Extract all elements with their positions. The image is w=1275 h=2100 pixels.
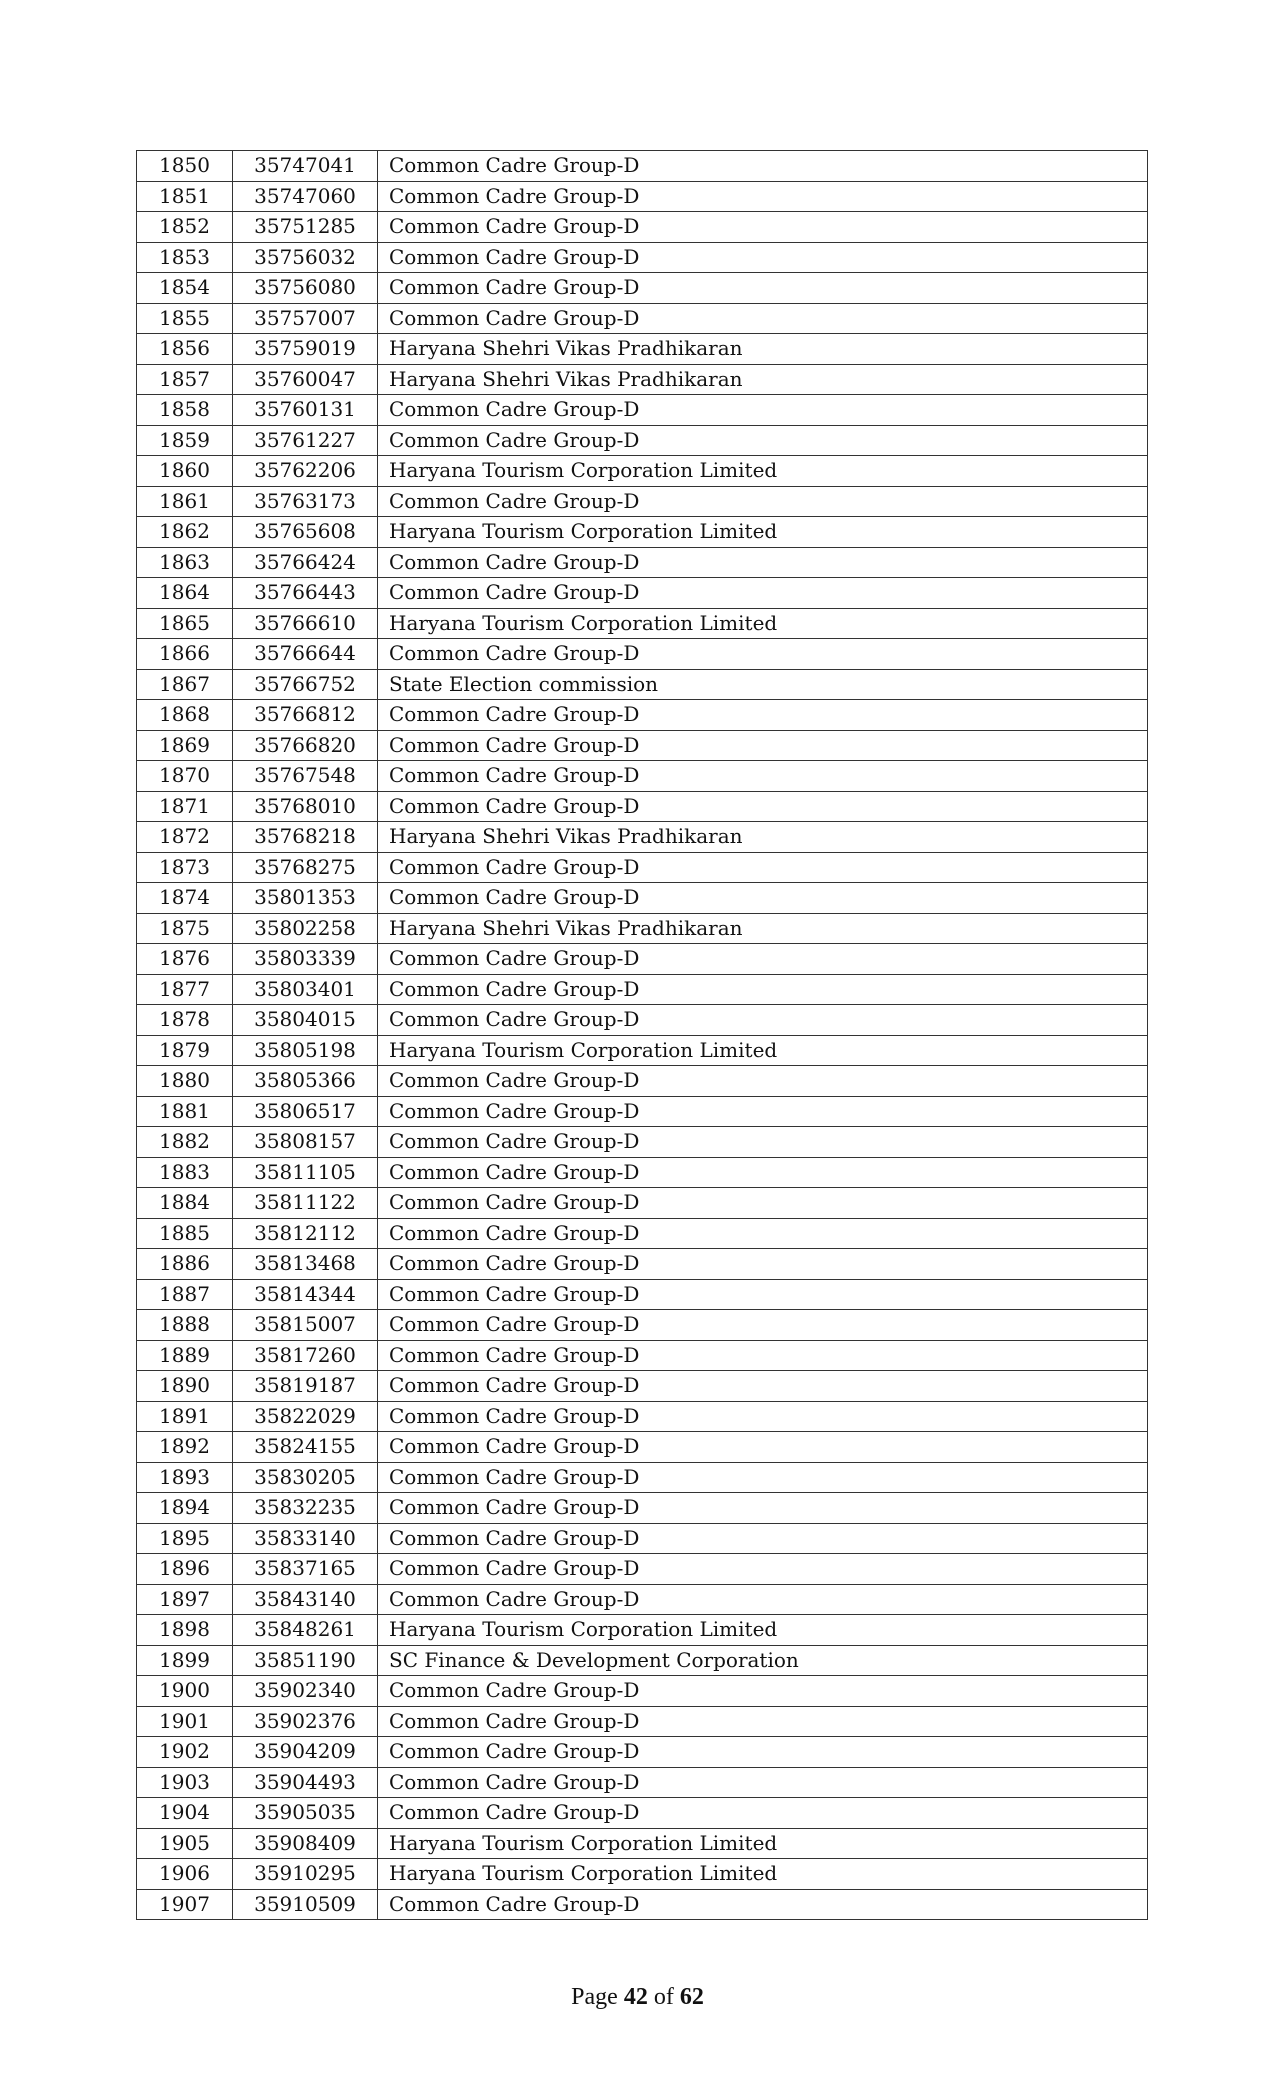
serial-number-cell: 1903 [137,1767,233,1798]
department-cell: Common Cadre Group-D [378,730,1148,761]
roll-number-cell: 35910295 [233,1859,378,1890]
roll-number-cell: 35805366 [233,1066,378,1097]
table-row [137,700,1148,731]
roll-number-cell: 35817260 [233,1340,378,1371]
department-cell: Common Cadre Group-D [378,791,1148,822]
roll-number-cell: 35808157 [233,1127,378,1158]
serial-number-cell: 1863 [137,547,233,578]
roll-number-cell: 35801353 [233,883,378,914]
department-cell: Haryana Tourism Corporation Limited [378,1828,1148,1859]
department-cell: SC Finance & Development Corporation [378,1645,1148,1676]
serial-number-cell: 1886 [137,1249,233,1280]
serial-number-cell: 1890 [137,1371,233,1402]
roll-number-cell: 35766443 [233,578,378,609]
department-cell: Common Cadre Group-D [378,303,1148,334]
serial-number-cell: 1876 [137,944,233,975]
serial-number-cell: 1902 [137,1737,233,1768]
table-row [137,1554,1148,1585]
roll-number-cell: 35910509 [233,1889,378,1920]
roll-number-cell: 35814344 [233,1279,378,1310]
table-row [137,425,1148,456]
roll-number-cell: 35812112 [233,1218,378,1249]
table-row [137,1462,1148,1493]
department-cell: Haryana Shehri Vikas Pradhikaran [378,913,1148,944]
table-row [137,1798,1148,1829]
department-cell: Common Cadre Group-D [378,1401,1148,1432]
footer-of: of [647,1984,680,2010]
table-row [137,883,1148,914]
table-row [137,608,1148,639]
department-cell: Common Cadre Group-D [378,1676,1148,1707]
table-body [137,151,1148,1920]
department-cell: Common Cadre Group-D [378,1249,1148,1280]
table-row [137,303,1148,334]
department-cell: Common Cadre Group-D [378,181,1148,212]
roll-number-cell: 35813468 [233,1249,378,1280]
serial-number-cell: 1873 [137,852,233,883]
roll-number-cell: 35756032 [233,242,378,273]
table-row [137,913,1148,944]
roll-number-cell: 35766644 [233,639,378,670]
serial-number-cell: 1907 [137,1889,233,1920]
department-cell: Common Cadre Group-D [378,761,1148,792]
department-cell: Common Cadre Group-D [378,242,1148,273]
table-row [137,486,1148,517]
roll-number-cell: 35811122 [233,1188,378,1219]
table-row [137,1005,1148,1036]
serial-number-cell: 1854 [137,273,233,304]
table-row [137,578,1148,609]
department-cell: Common Cadre Group-D [378,1706,1148,1737]
department-cell: Common Cadre Group-D [378,1554,1148,1585]
table-row [137,1249,1148,1280]
table-row [137,852,1148,883]
roll-number-cell: 35824155 [233,1432,378,1463]
table-row [137,181,1148,212]
department-cell: Haryana Tourism Corporation Limited [378,456,1148,487]
roll-number-cell: 35804015 [233,1005,378,1036]
table-row [137,822,1148,853]
department-cell: Common Cadre Group-D [378,395,1148,426]
serial-number-cell: 1887 [137,1279,233,1310]
department-cell: Haryana Tourism Corporation Limited [378,608,1148,639]
department-cell: Haryana Tourism Corporation Limited [378,1035,1148,1066]
table-row [137,1432,1148,1463]
department-cell: Common Cadre Group-D [378,639,1148,670]
department-cell: State Election commission [378,669,1148,700]
serial-number-cell: 1860 [137,456,233,487]
table-row [137,1310,1148,1341]
department-cell: Common Cadre Group-D [378,883,1148,914]
roll-number-cell: 35902340 [233,1676,378,1707]
serial-number-cell: 1877 [137,974,233,1005]
table-row [137,669,1148,700]
department-cell: Haryana Shehri Vikas Pradhikaran [378,334,1148,365]
serial-number-cell: 1874 [137,883,233,914]
roll-number-cell: 35766812 [233,700,378,731]
department-cell: Common Cadre Group-D [378,1310,1148,1341]
serial-number-cell: 1896 [137,1554,233,1585]
department-cell: Common Cadre Group-D [378,1340,1148,1371]
department-cell: Common Cadre Group-D [378,1798,1148,1829]
roll-number-cell: 35768010 [233,791,378,822]
roll-number-cell: 35760047 [233,364,378,395]
department-cell: Haryana Tourism Corporation Limited [378,1615,1148,1646]
roll-number-cell: 35757007 [233,303,378,334]
table-row [137,1401,1148,1432]
table-row [137,1127,1148,1158]
table-row [137,1218,1148,1249]
roll-number-cell: 35822029 [233,1401,378,1432]
table-row [137,1066,1148,1097]
serial-number-cell: 1856 [137,334,233,365]
serial-number-cell: 1889 [137,1340,233,1371]
roll-number-cell: 35843140 [233,1584,378,1615]
department-cell: Common Cadre Group-D [378,1371,1148,1402]
serial-number-cell: 1852 [137,212,233,243]
table-row [137,1889,1148,1920]
department-cell: Common Cadre Group-D [378,1584,1148,1615]
department-cell: Common Cadre Group-D [378,974,1148,1005]
table-row [137,1523,1148,1554]
serial-number-cell: 1851 [137,181,233,212]
serial-number-cell: 1881 [137,1096,233,1127]
table-row [137,1706,1148,1737]
department-cell: Common Cadre Group-D [378,852,1148,883]
roll-number-cell: 35762206 [233,456,378,487]
serial-number-cell: 1884 [137,1188,233,1219]
table-row [137,1859,1148,1890]
table-row [137,1645,1148,1676]
page-footer [0,1984,1275,2011]
department-cell: Common Cadre Group-D [378,212,1148,243]
department-cell: Common Cadre Group-D [378,1096,1148,1127]
table-row [137,1279,1148,1310]
serial-number-cell: 1855 [137,303,233,334]
roll-number-cell: 35819187 [233,1371,378,1402]
department-cell: Common Cadre Group-D [378,1889,1148,1920]
serial-number-cell: 1872 [137,822,233,853]
serial-number-cell: 1880 [137,1066,233,1097]
roll-number-cell: 35766820 [233,730,378,761]
roll-number-cell: 35806517 [233,1096,378,1127]
serial-number-cell: 1853 [137,242,233,273]
serial-number-cell: 1871 [137,791,233,822]
department-cell: Common Cadre Group-D [378,944,1148,975]
footer-prefix: Page [571,1984,624,2010]
roll-number-cell: 35905035 [233,1798,378,1829]
current-page-number: 42 [623,1984,648,2010]
serial-number-cell: 1906 [137,1859,233,1890]
roll-number-cell: 35763173 [233,486,378,517]
table-row [137,1340,1148,1371]
serial-number-cell: 1875 [137,913,233,944]
table-row [137,639,1148,670]
table-row [137,791,1148,822]
serial-number-cell: 1888 [137,1310,233,1341]
department-cell: Haryana Tourism Corporation Limited [378,1859,1148,1890]
table-row [137,364,1148,395]
table-row [137,1676,1148,1707]
table-row [137,1096,1148,1127]
department-cell: Common Cadre Group-D [378,1523,1148,1554]
roll-number-cell: 35768275 [233,852,378,883]
table-row [137,1767,1148,1798]
roll-number-cell: 35833140 [233,1523,378,1554]
roll-number-cell: 35803339 [233,944,378,975]
department-cell: Haryana Shehri Vikas Pradhikaran [378,364,1148,395]
department-cell: Common Cadre Group-D [378,700,1148,731]
department-cell: Common Cadre Group-D [378,1218,1148,1249]
serial-number-cell: 1879 [137,1035,233,1066]
serial-number-cell: 1897 [137,1584,233,1615]
department-cell: Common Cadre Group-D [378,547,1148,578]
roll-number-cell: 35747041 [233,151,378,182]
result-table-container [136,150,1147,1920]
serial-number-cell: 1882 [137,1127,233,1158]
serial-number-cell: 1898 [137,1615,233,1646]
department-cell: Common Cadre Group-D [378,1767,1148,1798]
department-cell: Common Cadre Group-D [378,1737,1148,1768]
table-row [137,1371,1148,1402]
table-row [137,1828,1148,1859]
roll-number-cell: 35805198 [233,1035,378,1066]
serial-number-cell: 1894 [137,1493,233,1524]
serial-number-cell: 1868 [137,700,233,731]
table-row [137,1493,1148,1524]
serial-number-cell: 1865 [137,608,233,639]
table-row [137,1584,1148,1615]
total-pages: 62 [679,1984,704,2010]
table-row [137,456,1148,487]
serial-number-cell: 1866 [137,639,233,670]
table-row [137,395,1148,426]
department-cell: Haryana Shehri Vikas Pradhikaran [378,822,1148,853]
serial-number-cell: 1867 [137,669,233,700]
table-row [137,1157,1148,1188]
department-cell: Common Cadre Group-D [378,578,1148,609]
department-cell: Common Cadre Group-D [378,1493,1148,1524]
table-row [137,212,1148,243]
serial-number-cell: 1893 [137,1462,233,1493]
serial-number-cell: 1857 [137,364,233,395]
department-cell: Common Cadre Group-D [378,1279,1148,1310]
table-row [137,547,1148,578]
serial-number-cell: 1878 [137,1005,233,1036]
roll-number-cell: 35830205 [233,1462,378,1493]
department-cell: Common Cadre Group-D [378,1157,1148,1188]
department-cell: Common Cadre Group-D [378,151,1148,182]
serial-number-cell: 1883 [137,1157,233,1188]
roll-number-cell: 35837165 [233,1554,378,1585]
table-row [137,974,1148,1005]
department-cell: Common Cadre Group-D [378,273,1148,304]
roll-number-cell: 35815007 [233,1310,378,1341]
serial-number-cell: 1905 [137,1828,233,1859]
table-row [137,517,1148,548]
roll-number-cell: 35904493 [233,1767,378,1798]
roll-number-cell: 35760131 [233,395,378,426]
serial-number-cell: 1899 [137,1645,233,1676]
roll-number-cell: 35802258 [233,913,378,944]
roll-number-cell: 35851190 [233,1645,378,1676]
roll-number-cell: 35811105 [233,1157,378,1188]
serial-number-cell: 1850 [137,151,233,182]
serial-number-cell: 1900 [137,1676,233,1707]
serial-number-cell: 1892 [137,1432,233,1463]
table-row [137,1737,1148,1768]
department-cell: Common Cadre Group-D [378,1432,1148,1463]
serial-number-cell: 1864 [137,578,233,609]
roll-number-cell: 35761227 [233,425,378,456]
roll-number-cell: 35803401 [233,974,378,1005]
roll-number-cell: 35765608 [233,517,378,548]
roll-number-cell: 35902376 [233,1706,378,1737]
department-cell: Common Cadre Group-D [378,1462,1148,1493]
serial-number-cell: 1885 [137,1218,233,1249]
department-cell: Common Cadre Group-D [378,1005,1148,1036]
roll-number-cell: 35832235 [233,1493,378,1524]
serial-number-cell: 1891 [137,1401,233,1432]
serial-number-cell: 1858 [137,395,233,426]
table-row [137,1035,1148,1066]
roll-number-cell: 35768218 [233,822,378,853]
table-row [137,944,1148,975]
roll-number-cell: 35766610 [233,608,378,639]
table-row [137,1188,1148,1219]
serial-number-cell: 1904 [137,1798,233,1829]
serial-number-cell: 1861 [137,486,233,517]
roll-number-cell: 35747060 [233,181,378,212]
serial-number-cell: 1895 [137,1523,233,1554]
serial-number-cell: 1862 [137,517,233,548]
roll-number-cell: 35759019 [233,334,378,365]
table-row [137,1615,1148,1646]
serial-number-cell: 1870 [137,761,233,792]
department-cell: Common Cadre Group-D [378,1127,1148,1158]
roll-number-cell: 35751285 [233,212,378,243]
roll-number-cell: 35904209 [233,1737,378,1768]
result-table [136,150,1148,1920]
serial-number-cell: 1869 [137,730,233,761]
serial-number-cell: 1859 [137,425,233,456]
department-cell: Common Cadre Group-D [378,1066,1148,1097]
roll-number-cell: 35767548 [233,761,378,792]
roll-number-cell: 35766424 [233,547,378,578]
department-cell: Common Cadre Group-D [378,486,1148,517]
department-cell: Common Cadre Group-D [378,1188,1148,1219]
table-row [137,242,1148,273]
department-cell: Common Cadre Group-D [378,425,1148,456]
roll-number-cell: 35908409 [233,1828,378,1859]
roll-number-cell: 35756080 [233,273,378,304]
table-row [137,334,1148,365]
serial-number-cell: 1901 [137,1706,233,1737]
roll-number-cell: 35766752 [233,669,378,700]
table-row [137,151,1148,182]
department-cell: Haryana Tourism Corporation Limited [378,517,1148,548]
table-row [137,730,1148,761]
table-row [137,761,1148,792]
roll-number-cell: 35848261 [233,1615,378,1646]
table-row [137,273,1148,304]
